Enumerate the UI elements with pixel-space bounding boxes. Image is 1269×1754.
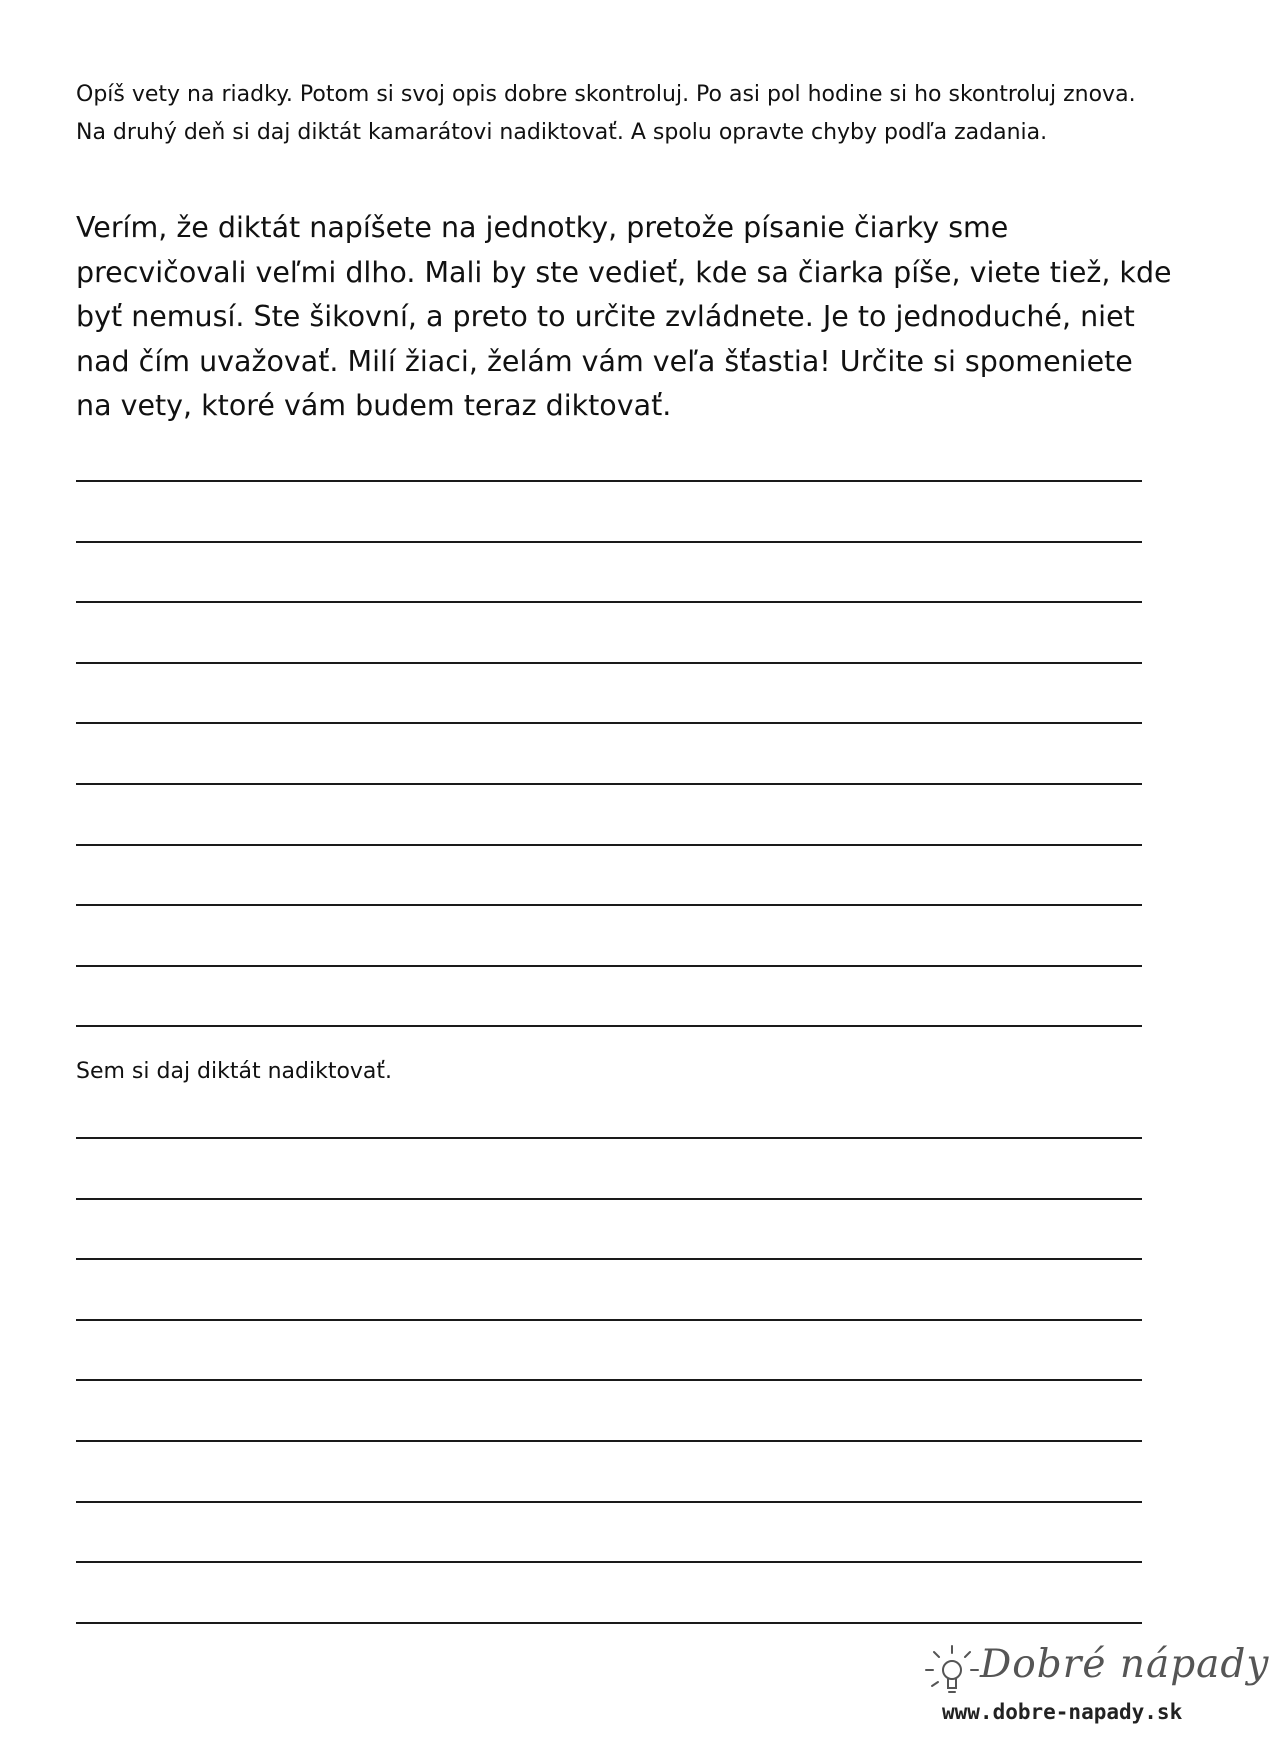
logo-name: Dobré nápady (980, 1642, 1269, 1687)
writing-line (76, 1198, 1142, 1200)
writing-line (76, 844, 1142, 846)
writing-line (76, 601, 1142, 603)
brand-logo (918, 1632, 1269, 1740)
writing-line (76, 783, 1142, 785)
writing-line (76, 1258, 1142, 1260)
writing-line (76, 1137, 1142, 1139)
lightbulb-icon (918, 1638, 988, 1708)
writing-line (76, 1025, 1142, 1027)
writing-line (76, 541, 1142, 543)
instructions-text: Opíš vety na riadky. Potom si svoj opis dobre skontroluj. Po asi pol hodine si ho skontroluj znova. Na druhý deň si daj diktát kamarátovi nadiktovať. A spolu opravte chyby podľa zadania. (76, 82, 1136, 145)
logo-url: www.dobre-napady.sk (942, 1700, 1183, 1724)
writing-line (76, 1561, 1142, 1563)
dictation-section-label: Sem si daj diktát nadiktovať. (76, 1059, 393, 1084)
writing-line (76, 1440, 1142, 1442)
writing-line (76, 480, 1142, 482)
writing-line (76, 1501, 1142, 1503)
writing-line (76, 1622, 1142, 1624)
writing-line (76, 1379, 1142, 1381)
writing-line (76, 722, 1142, 724)
writing-line (76, 965, 1142, 967)
writing-line (76, 1319, 1142, 1321)
dictation-text: Verím, že diktát napíšete na jednotky, pretože písanie čiarky sme precvičovali veľmi dlho. Mali by ste vedieť, kde sa čiarka píše, viete tiež, kde byť nemusí. Ste šikovní, a preto to určite zvládnete. Je to jednoduché, niet nad čím uvažovať. Milí žiaci, želám vám veľa šťastia! Určite si spomeniete na vety, ktoré vám budem teraz diktovať. (76, 211, 1172, 422)
writing-line (76, 662, 1142, 664)
writing-line (76, 904, 1142, 906)
